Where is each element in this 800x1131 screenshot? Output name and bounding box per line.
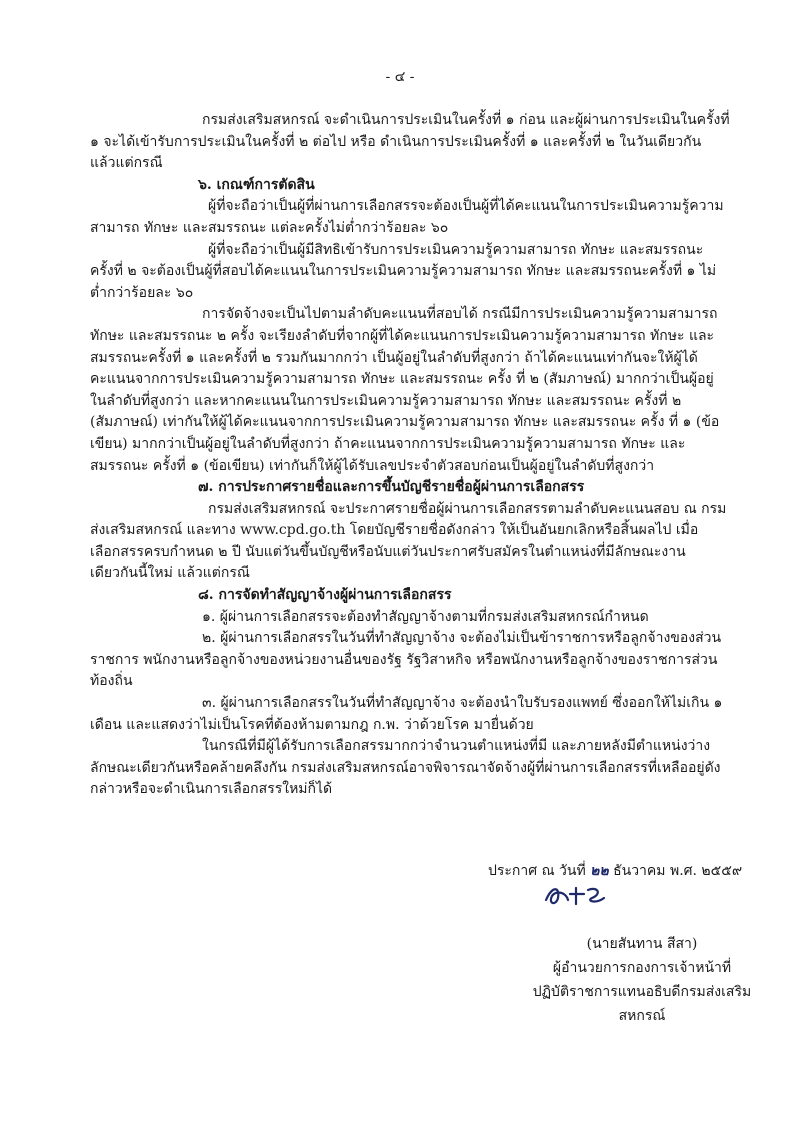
intro-paragraph: กรมส่งเสริมสหกรณ์ จะดำเนินการประเมินในครั้งที่ ๑ ก่อน และผู้ผ่านการประเมินในครั้งที่ ๑ จะได้เข้ารับการประเมินในครั้งที่ ๒ ต่อไป หรือ ดำเนินการประเมินครั้งที่ ๑ และครั้งที่ ๒ ในวันเดียวกัน แล้วแต่กรณี — [90, 112, 730, 172]
signatory-block — [512, 932, 772, 1028]
signatory-name: (นายสันทาน สีสา) — [586, 936, 698, 952]
signature-mark — [540, 880, 620, 910]
announcement-prefix: ประกาศ ณ วันที่ — [488, 863, 586, 879]
section6-paragraph-2: ผู้ที่จะถือว่าเป็นผู้มีสิทธิเข้ารับการประเมินความรู้ความสามารถ ทักษะ และสมรรถนะ ครั้งที่ ๒ จะต้องเป็นผู้ที่สอบได้คะแนนในการประเมินความรู้ความสามารถ ทักษะ และสมรรถนะครั้งที่ ๑ ไม่ต่ำกว่าร้อยละ ๖๐ — [90, 241, 717, 301]
section8-item-2: ๒. ผู้ผ่านการเลือกสรรในวันที่ทำสัญญาจ้าง จะต้องไม่เป็นข้าราชการหรือลูกจ้างของส่วนราชการ พนักงานหรือลูกจ้างของหน่วยงานอื่นของรัฐ รัฐวิสาหกิจ หรือพนักงานหรือลูกจ้างของราชการส่วนท้องถิ่น — [90, 630, 722, 690]
announcement-day: ๒๒ — [590, 863, 609, 879]
signatory-title-1: ผู้อำนวยการกองการเจ้าหน้าที่ — [552, 960, 732, 976]
announcement-suffix: ธันวาคม พ.ศ. ๒๕๕๙ — [613, 863, 743, 879]
section7-heading: ๗. การประกาศรายชื่อและการขึ้นบัญชีรายชื่อผู้ผ่านการเลือกสรร — [198, 479, 585, 496]
signatory-title-2: ปฏิบัติราชการแทนอธิบดีกรมส่งเสริมสหกรณ์ — [532, 984, 752, 1024]
section6-paragraph-3: การจัดจ้างจะเป็นไปตามลำดับคะแนนที่สอบได้ กรณีมีการประเมินความรู้ความสามารถ ทักษะ และสมรรถนะ ๒ ครั้ง จะเรียงลำดับที่จากผู้ที่ได้คะแนนการประเมินความรู้ความสามารถ ทักษะ และสมรรถนะครั้งที่ ๑ และครั้งที่ ๒ รวมกันมากกว่า เป็นผู้อยู่ในลำดับที่สูงกว่า ถ้าได้คะแนนเท่ากันจะให้ผู้ได้คะแนนจากการประเมินความรู้ความสามารถ ทักษะ และสมรรถนะ ครั้ง ที่ ๒ (สัมภาษณ์) มากกว่าเป็นผู้อยู่ในลำดับที่สูงกว่า และหากคะแนนในการประเมินความรู้ความสามารถ ทักษะ และสมรรถนะ ครั้งที่ ๒ (สัมภาษณ์) เท่ากันให้ผู้ได้คะแนนจากการประเมินความรู้ความสามารถ ทักษะ และสมรรถนะ ครั้ง ที่ ๑ (ข้อเขียน) มากกว่าเป็นผู้อยู่ในลำดับที่สูงกว่า ถ้าคะแนนจากการประเมินความรู้ความสามารถ ทักษะ และสมรรถนะ ครั้งที่ ๑ (ข้อเขียน) เท่ากันก็ให้ผู้ได้รับเลขประจำตัวสอบก่อนเป็นผู้อยู่ในลำดับที่สูงกว่า — [90, 306, 720, 474]
section8-closing: ในกรณีที่มีผู้ได้รับการเลือกสรรมากกว่าจำนวนตำแหน่งที่มี และภายหลังมีตำแหน่งว่างลักษณะเดียวกันหรือคล้ายคลึงกัน กรมส่งเสริมสหกรณ์อาจพิจารณาจัดจ้างผู้ที่ผ่านการเลือกสรรที่เหลืออยู่ดังกล่าวหรือจะดำเนินการเลือกสรรใหม่ก็ได้ — [90, 738, 721, 798]
section8-heading: ๘. การจัดทำสัญญาจ้างผู้ผ่านการเลือกสรร — [198, 587, 452, 604]
announcement-date — [488, 860, 768, 882]
section6-heading: ๖. เกณฑ์การตัดสิน — [198, 176, 315, 193]
section7-paragraph: กรมส่งเสริมสหกรณ์ จะประกาศรายชื่อผู้ผ่านการเลือกสรรตามลำดับคะแนนสอบ ณ กรมส่งเสริมสหกรณ์ และทาง www.cpd.go.th โดยบัญชีรายชื่อดังกล่าว ให้เป็นอันยกเลิกหรือสิ้นผลไป เมื่อเลือกสรรครบกำหนด ๒ ปี นับแต่วันขึ้นบัญชีหรือนับแต่วันประกาศรับสมัครในตำแหน่งที่มีลักษณะงานเดียวกันนี้ใหม่ แล้วแต่กรณี — [90, 500, 727, 582]
section6-paragraph-1: ผู้ที่จะถือว่าเป็นผู้ที่ผ่านการเลือกสรรจะต้องเป็นผู้ที่ได้คะแนนในการประเมินความรู้ความสามารถ ทักษะ และสมรรถนะ แต่ละครั้งไม่ต่ำกว่าร้อยละ ๖๐ — [90, 198, 724, 236]
section8-item-3: ๓. ผู้ผ่านการเลือกสรรในวันที่ทำสัญญาจ้าง จะต้องนำใบรับรองแพทย์ ซึ่งออกให้ไม่เกิน ๑ เดือน และแสดงว่าไม่เป็นโรคที่ต้องห้ามตามกฎ ก.พ. ว่าด้วยโรค มายื่นด้วย — [90, 695, 723, 733]
document-body — [90, 110, 730, 801]
page-number: - ๔ - — [385, 69, 415, 85]
section8-item-1: ๑. ผู้ผ่านการเลือกสรรจะต้องทำสัญญาจ้างตามที่กรมส่งเสริมสหกรณ์กำหนด — [202, 608, 649, 625]
